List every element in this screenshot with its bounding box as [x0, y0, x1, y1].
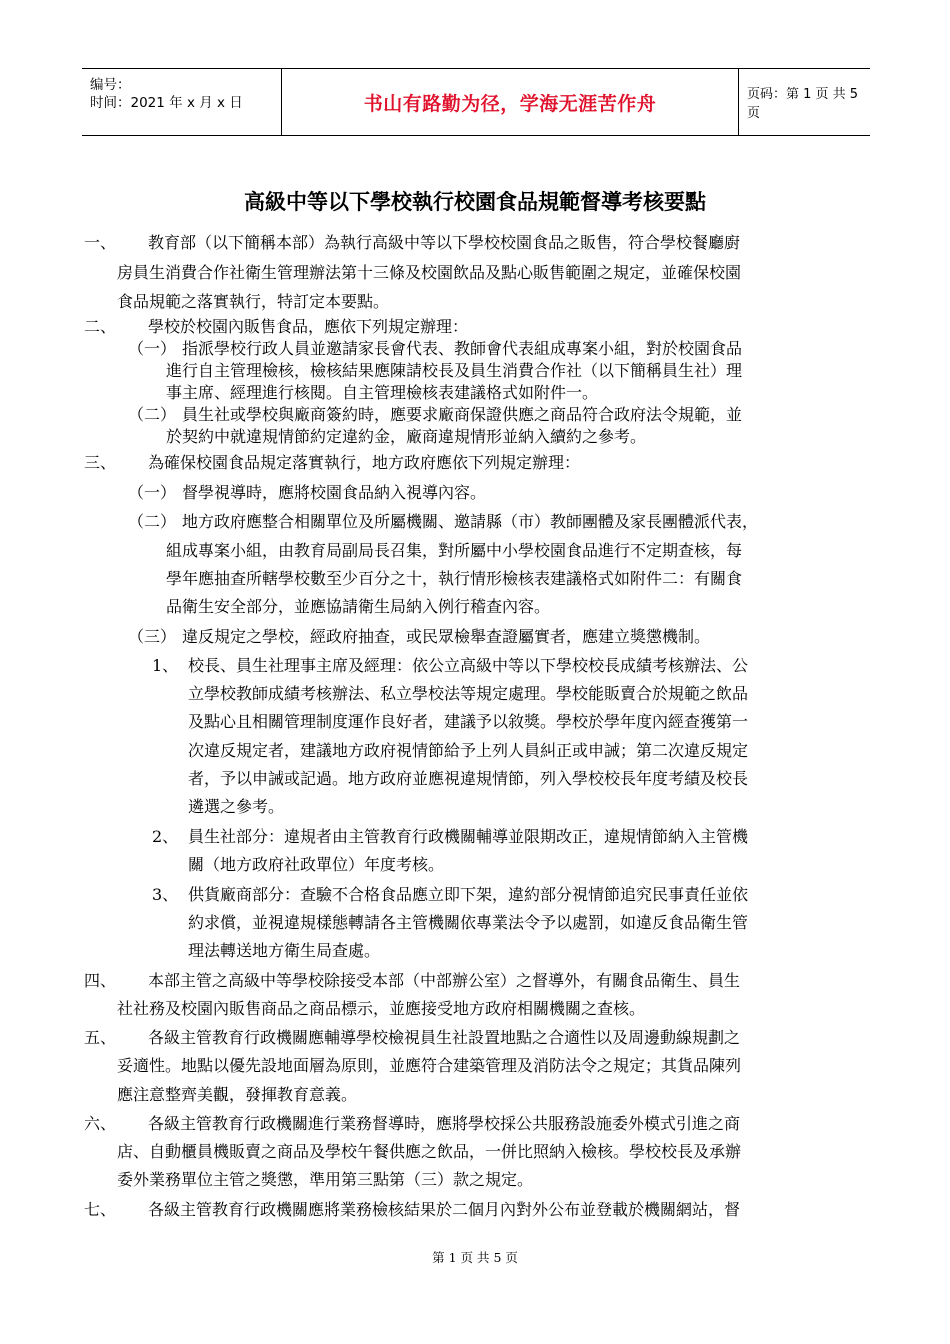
sub-3-3-2-line: 關（地方政府社政單位）年度考核。	[188, 855, 445, 874]
item-3-3-line: 違反規定之學校，經政府抽查，或民眾檢舉查證屬實者，應建立獎懲機制。	[182, 627, 711, 646]
header-meta-cell	[82, 69, 281, 135]
item-3-2-line: 地方政府應整合相關單位及所屬機關、邀請縣（市）教師團體及家長團體派代表，	[182, 512, 759, 531]
section-2-marker: 二、	[84, 317, 117, 336]
sub-3-3-3-line: 理法轉送地方衛生局查處。	[188, 941, 381, 960]
sub-3-3-1-line: 及點心且相關管理制度運作良好者，建議予以敘獎。學校於學年度內經查獲第一	[188, 712, 749, 731]
section-6-line: 店、自動櫃員機販賣之商品及學校午餐供應之飲品，一併比照納入檢核。學校校長及承辦	[117, 1142, 742, 1161]
section-1-line: 房員生消費合作社衛生管理辦法第十三條及校園飲品及點心販售範圍之規定，並確保校園	[117, 263, 742, 282]
section-4-marker: 四、	[84, 971, 117, 990]
sub-3-3-3-line: 約求償，並視違規樣態轉請各主管機關依專業法令予以處罰，如違反食品衛生管	[188, 913, 749, 932]
item-3-1-marker: （一）	[128, 483, 177, 502]
section-3-marker: 三、	[84, 453, 117, 472]
item-2-2-marker: （二）	[128, 405, 177, 424]
item-3-1-line: 督學視導時，應將校園食品納入視導內容。	[182, 483, 487, 502]
item-3-2-marker: （二）	[128, 512, 177, 531]
sub-3-3-1-line: 遴選之參考。	[188, 797, 285, 816]
header-slogan: 书山有路勤为径，学海无涯苦作舟	[363, 92, 657, 115]
section-7-marker: 七、	[84, 1200, 117, 1219]
sub-3-3-1-line: 校長、員生社理事主席及經理：依公立高級中等以下學校校長成績考核辦法、公	[188, 656, 749, 675]
document-date: 时间：2021 年 x 月 x 日	[90, 95, 243, 111]
item-3-2-line: 品衛生安全部分，並應協請衛生局納入例行稽查內容。	[166, 597, 551, 616]
item-2-2-line: 員生社或學校與廠商簽約時，應要求廠商保證供應之商品符合政府法令規範，並	[182, 405, 743, 424]
sub-3-3-3-line: 供貨廠商部分：查驗不合格食品應立即下架，違約部分視情節追究民事責任並依	[188, 885, 749, 904]
document-number-label: 编号：	[90, 77, 131, 93]
sub-3-3-1-line: 者，予以申誡或記過。地方政府並應視違規情節，列入學校校長年度考績及校長	[188, 769, 749, 788]
header-slogan-cell	[281, 69, 739, 135]
page-footer: 第 1 页 共 5 页	[432, 1250, 518, 1265]
item-3-3-marker: （三）	[128, 627, 177, 646]
item-2-1-line: 指派學校行政人員並邀請家長會代表、教師會代表組成專案小組，對於校園食品	[182, 339, 743, 358]
section-7-line: 各級主管教育行政機關應將業務檢核結果於二個月內對外公布並登載於機關網站，督	[148, 1200, 741, 1219]
section-6-marker: 六、	[84, 1114, 117, 1133]
item-3-2-line: 學年應抽查所轄學校數至少百分之十，執行情形檢核表建議格式如附件二：有關食	[166, 569, 743, 588]
section-4-line: 社社務及校園內販售商品之商品標示，並應接受地方政府相關機關之查核。	[117, 999, 646, 1018]
sub-3-3-1-line: 次違反規定者，建議地方政府視情節給予上列人員糾正或申誡；第二次違反規定	[188, 741, 749, 760]
item-3-2-line: 組成專案小組，由教育局副局長召集，對所屬中小學校園食品進行不定期查核，每	[166, 541, 743, 560]
section-3-lead: 為確保校園食品規定落實執行，地方政府應依下列規定辦理：	[148, 453, 581, 472]
section-6-line: 各級主管教育行政機關進行業務督導時，應將學校採公共服務設施委外模式引進之商	[148, 1114, 741, 1133]
sub-3-3-2-line: 員生社部分：違規者由主管教育行政機關輔導並限期改正，違規情節納入主管機	[188, 827, 749, 846]
document-header	[82, 68, 870, 136]
header-page-info: 页码：第 1 页 共 5 页	[747, 87, 859, 121]
section-1-line: 教育部（以下簡稱本部）為執行高級中等以下學校校園食品之販售，符合學校餐廳廚	[148, 233, 741, 252]
section-5-line: 應注意整齊美觀，發揮教育意義。	[117, 1085, 358, 1104]
section-5-line: 各級主管教育行政機關應輔導學校檢視員生社設置地點之合適性以及周邊動線規劃之	[148, 1028, 741, 1047]
item-2-2-line: 於契約中就違規情節約定違約金，廠商違規情形並納入續約之參考。	[166, 427, 647, 446]
sub-3-3-1-marker: 1、	[152, 656, 179, 675]
sub-3-3-3-marker: 3、	[152, 885, 179, 904]
document-title: 高級中等以下學校執行校園食品規範督導考核要點	[244, 190, 706, 214]
section-5-line: 妥適性。地點以優先設地面層為原則，並應符合建築管理及消防法令之規定；其貨品陳列	[117, 1056, 742, 1075]
sub-3-3-1-line: 立學校教師成績考核辦法、私立學校法等規定處理。學校能販賣合於規範之飲品	[188, 684, 749, 703]
item-2-1-marker: （一）	[128, 339, 177, 358]
section-4-line: 本部主管之高級中等學校除接受本部（中部辦公室）之督導外，有關食品衛生、員生	[148, 971, 741, 990]
sub-3-3-2-marker: 2、	[152, 827, 179, 846]
section-2-lead: 學校於校園內販售食品，應依下列規定辦理：	[148, 317, 469, 336]
item-2-1-line: 事主席、經理進行核閱。自主管理檢核表建議格式如附件一。	[166, 383, 599, 402]
section-1-marker: 一、	[84, 233, 117, 252]
section-5-marker: 五、	[84, 1028, 117, 1047]
item-2-1-line: 進行自主管理檢核，檢核結果應陳請校長及員生消費合作社（以下簡稱員生社）理	[166, 361, 743, 380]
section-1-line: 食品規範之落實執行，特訂定本要點。	[117, 292, 390, 311]
section-6-line: 委外業務單位主管之獎懲，準用第三點第（三）款之規定。	[117, 1170, 534, 1189]
header-page-cell	[739, 69, 870, 135]
